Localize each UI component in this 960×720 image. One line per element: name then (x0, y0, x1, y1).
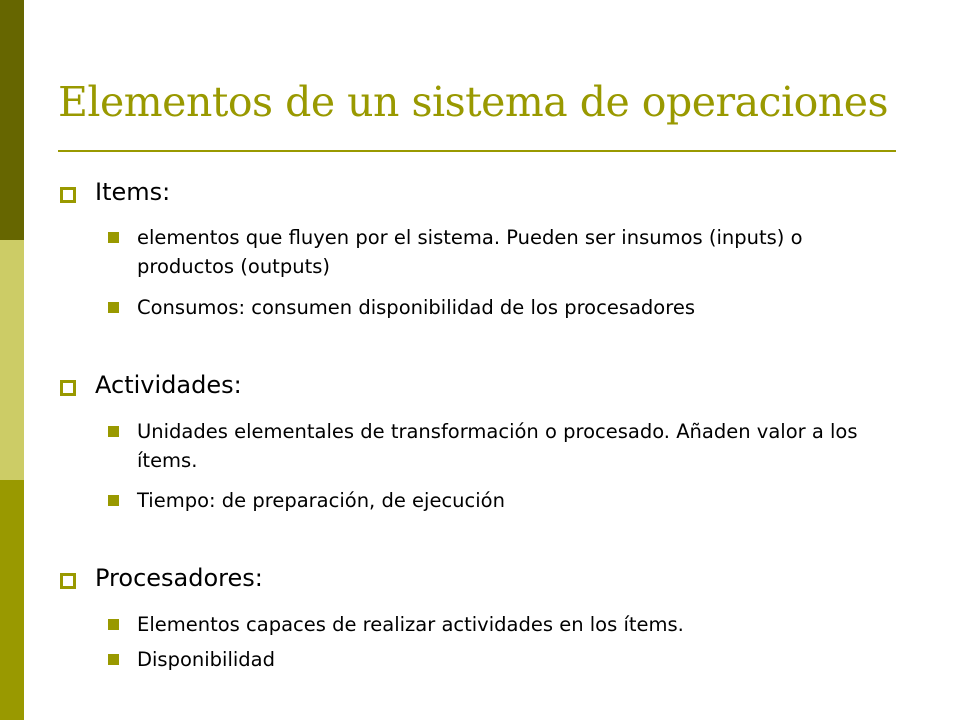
bullet-procesadores-disponibilidad: Disponibilidad (137, 648, 276, 671)
section-heading-actividades: Actividades: (95, 371, 242, 399)
square-bullet-icon (108, 495, 119, 506)
square-bullet-icon (108, 302, 119, 313)
bullet-items-consumos: Consumos: consumen disponibilidad de los procesadores (137, 296, 695, 319)
section-heading-items: Items: (95, 178, 171, 206)
section-heading-procesadores: Procesadores: (95, 564, 263, 592)
square-bullet-icon (108, 232, 119, 243)
square-bullet-icon (108, 426, 119, 437)
bullet-procesadores-definition: Elementos capaces de realizar actividades en los ítems. (137, 613, 684, 636)
bullet-actividades-tiempo: Tiempo: de preparación, de ejecución (137, 489, 505, 512)
hollow-square-bullet-icon (60, 187, 76, 203)
bullet-items-definition: elementos que fluyen por el sistema. Pueden ser insumos (inputs) o productos (outputs) (137, 226, 803, 278)
square-bullet-icon (108, 654, 119, 665)
hollow-square-bullet-icon (60, 380, 76, 396)
square-bullet-icon (108, 619, 119, 630)
hollow-square-bullet-icon (60, 573, 76, 589)
slide-title: Elementos de un sistema de operaciones (58, 78, 889, 126)
bullet-actividades-definition: Unidades elementales de transformación o procesado. Añaden valor a los ítems. (137, 420, 858, 472)
